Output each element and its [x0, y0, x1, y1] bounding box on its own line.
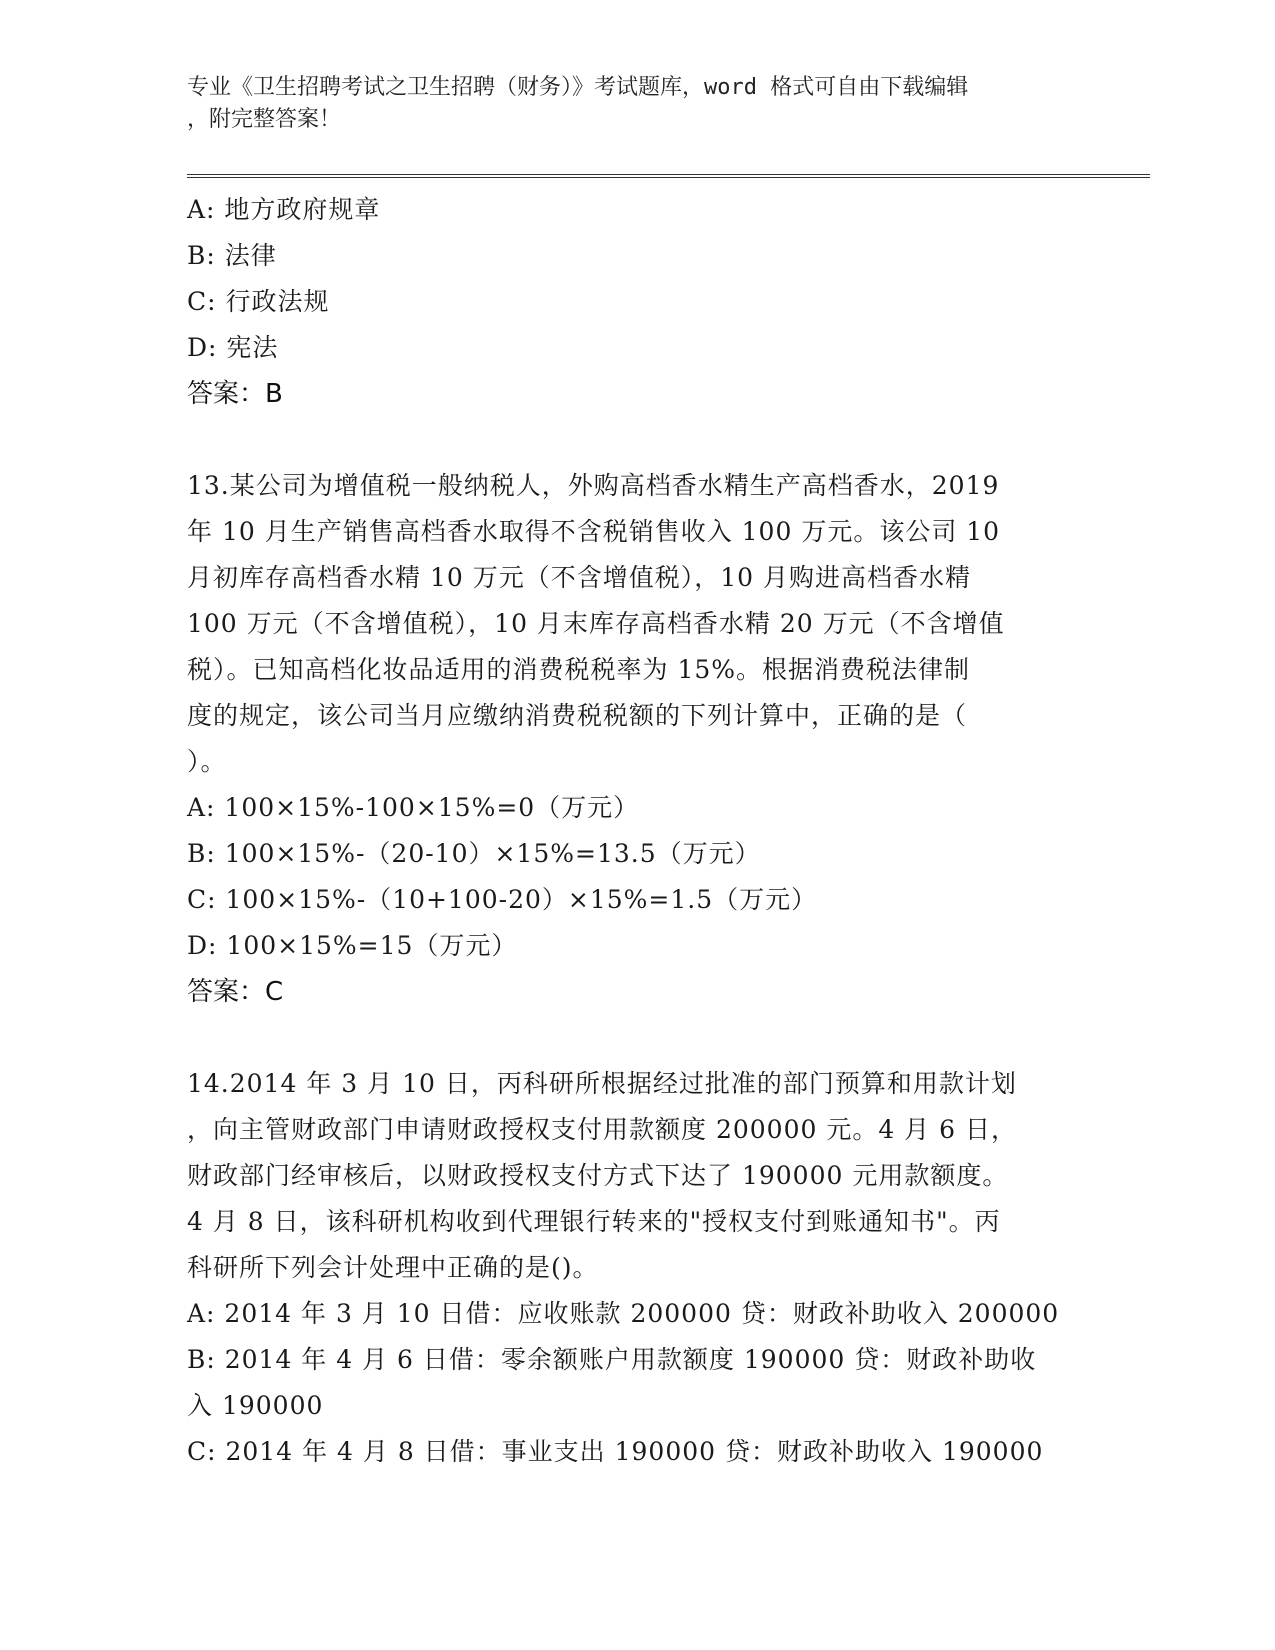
q13-option-c: C: 100×15%-（10+100-20）×15%=1.5（万元）	[187, 885, 818, 914]
q13-option-a: A: 100×15%-100×15%=0（万元）	[187, 793, 640, 822]
q13-stem-line-1: 13.某公司为增值税一般纳税人，外购高档香水精生产高档香水，2019	[187, 471, 1000, 500]
question-14-section	[187, 1061, 1087, 1475]
q14-stem-line-5: 科研所下列会计处理中正确的是()。	[187, 1253, 599, 1282]
q14-stem-line-2: ，向主管财政部门申请财政授权支付用款额度 200000 元。4 月 6 日，	[187, 1115, 1017, 1144]
q13-stem-line-6: 度的规定，该公司当月应缴纳消费税税额的下列计算中，正确的是（	[187, 701, 968, 730]
q13-answer: 答案：C	[187, 977, 284, 1007]
q13-option-d: D: 100×15%=15（万元）	[187, 931, 518, 960]
q13-stem-line-4: 100 万元（不含增值税），10 月末库存高档香水精 20 万元（不含增值	[187, 609, 1005, 638]
q13-stem-line-2: 年 10 月生产销售高档香水取得不含税销售收入 100 万元。该公司 10	[187, 517, 1001, 546]
q14-stem-line-3: 财政部门经审核后，以财政授权支付方式下达了 190000 元用款额度。	[187, 1161, 1009, 1190]
section-spacer	[187, 417, 1087, 463]
q13-option-b: B: 100×15%-（20-10）×15%=13.5（万元）	[187, 839, 761, 868]
question-12-section	[187, 187, 1087, 417]
document-body	[187, 187, 1087, 1475]
q12-option-d: D: 宪法	[187, 333, 279, 362]
header-divider	[187, 174, 1150, 178]
q12-answer: 答案：B	[187, 379, 283, 409]
q12-option-a: A: 地方政府规章	[187, 195, 381, 224]
q14-stem-line-4: 4 月 8 日，该科研机构收到代理银行转来的"授权支付到账通知书"。丙	[187, 1207, 1001, 1236]
q13-stem-line-7: ）。	[187, 747, 227, 776]
q13-stem-line-3: 月初库存高档香水精 10 万元（不含增值税），10 月购进高档香水精	[187, 563, 971, 592]
q12-option-b: B: 法律	[187, 241, 277, 270]
q12-option-c: C: 行政法规	[187, 287, 330, 316]
header-line-2: ，附完整答案！	[187, 107, 342, 132]
q14-option-a: A: 2014 年 3 月 10 日借：应收账款 200000 贷：财政补助收入 200000	[187, 1299, 1060, 1328]
page-header	[187, 72, 1087, 136]
q14-option-c: C: 2014 年 4 月 8 日借：事业支出 190000 贷：财政补助收入 190000	[187, 1437, 1044, 1466]
question-13-section	[187, 463, 1087, 1015]
section-spacer	[187, 1015, 1087, 1061]
q14-stem-line-1: 14.2014 年 3 月 10 日，丙科研所根据经过批准的部门预算和用款计划	[187, 1069, 1017, 1098]
q13-stem-line-5: 税）。已知高档化妆品适用的消费税税率为 15%。根据消费税法律制	[187, 655, 971, 684]
q14-option-b-line-1: B: 2014 年 4 月 6 日借：零余额账户用款额度 190000 贷：财政补助收	[187, 1345, 1037, 1374]
header-line-1: 专业《卫生招聘考试之卫生招聘（财务）》考试题库，word 格式可自由下载编辑	[187, 75, 969, 100]
q14-option-b-line-2: 入 190000	[187, 1391, 324, 1420]
